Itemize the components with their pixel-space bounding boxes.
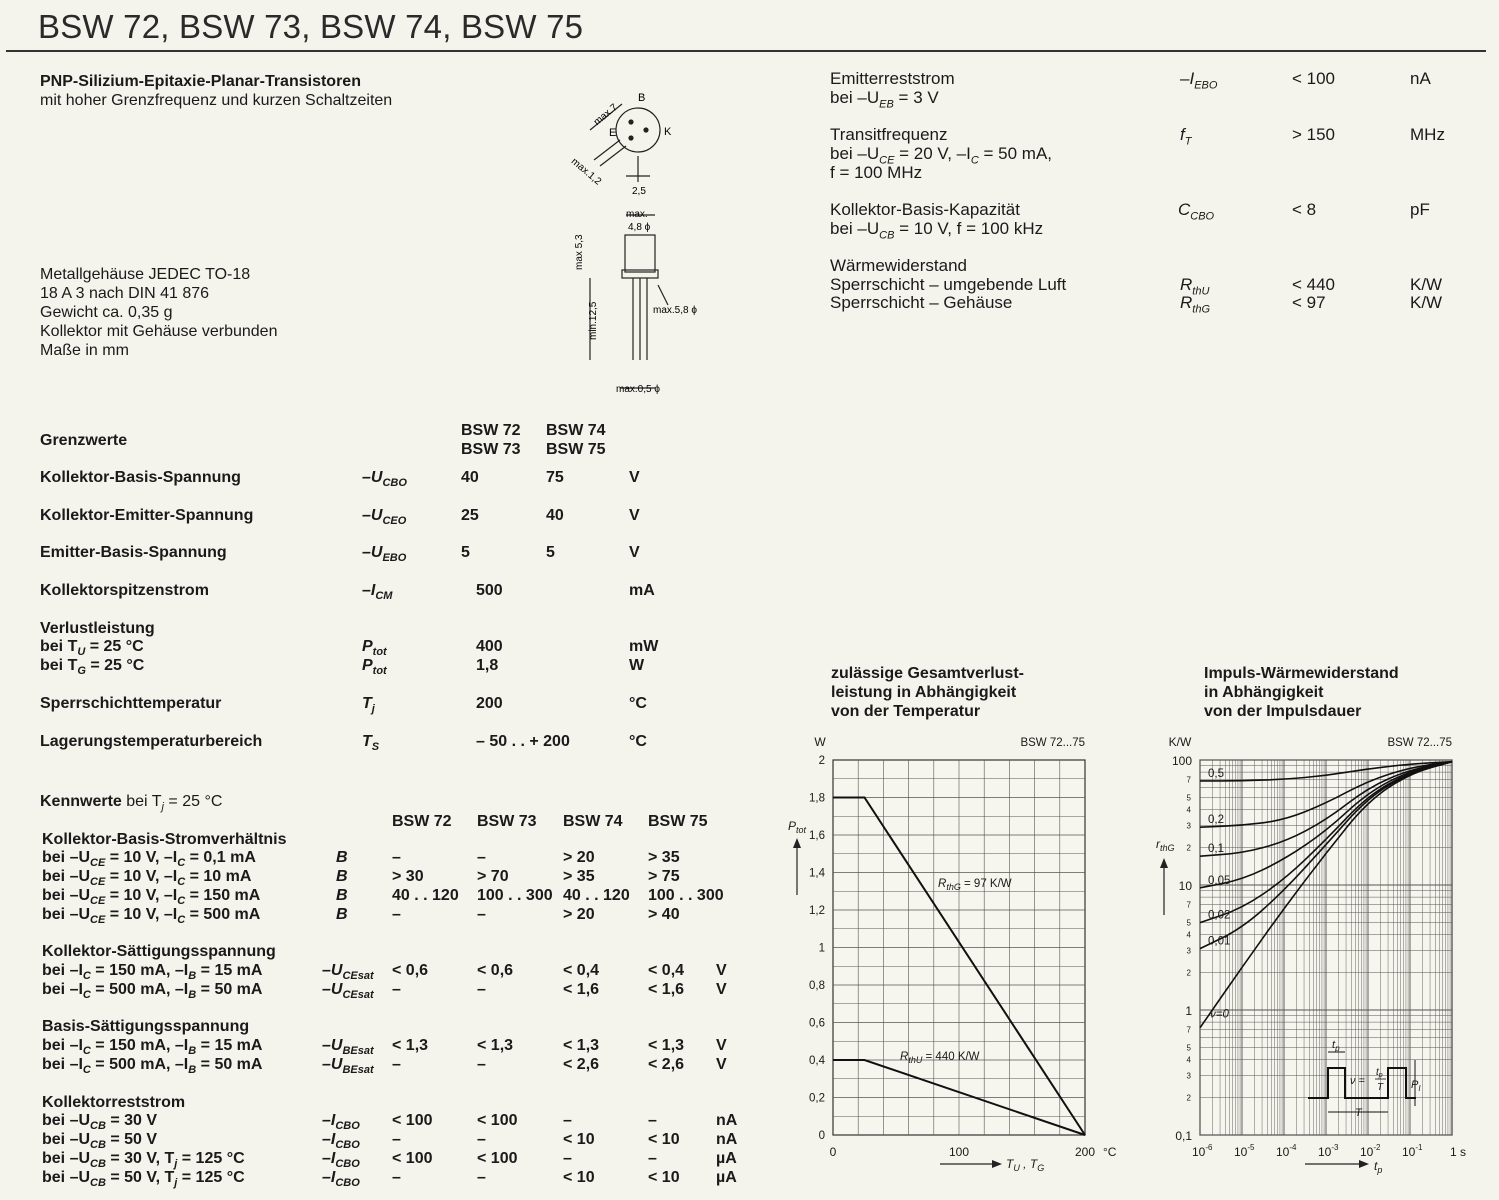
y-unit-label: K/W xyxy=(1168,735,1192,749)
x-tick-label-base: 10 xyxy=(1192,1145,1206,1159)
duty-numerator-sub: p xyxy=(1378,1072,1383,1079)
x-tick-label-base: 10 xyxy=(1318,1145,1332,1159)
row-condition: bei $-U_{CE} = 10$ V, $-I_C = 500$ mA xyxy=(42,906,261,927)
row-symbol: $T_j$ xyxy=(362,695,375,716)
x-tick-label xyxy=(1276,1143,1297,1159)
package-line: Kollektor mit Gehäuse verbunden xyxy=(40,323,278,340)
row-condition: bei $-U_{CE} = 10$ V, $-I_C = 150$ mA xyxy=(42,887,261,908)
row-value: – xyxy=(392,1131,401,1148)
x-tick-label xyxy=(1234,1143,1255,1159)
x-tick-label-exp: -6 xyxy=(1205,1143,1213,1152)
row-condition: bei $-I_C = 500$ mA, $-I_B = 50$ mA xyxy=(42,1056,263,1077)
x-tick-label xyxy=(1360,1143,1381,1159)
row-value: > 35 xyxy=(648,849,680,866)
y-minor-tick-label: 2 xyxy=(1186,968,1191,978)
row-value: < 0,6 xyxy=(392,962,429,979)
row-value: > 35 xyxy=(563,868,595,885)
y-axis-label xyxy=(1156,837,1175,853)
y-tick-label: 0,6 xyxy=(809,1017,825,1030)
chart-title-line: leistung in Abhängigkeit xyxy=(831,684,1017,701)
y-axis-label-main: P xyxy=(788,819,797,833)
column-header: BSW 73 xyxy=(477,813,537,830)
group-heading: Kollektor-Sättigungsspannung xyxy=(42,943,276,960)
param-value: > 150 xyxy=(1292,125,1336,144)
x-tick-label-exp: -1 xyxy=(1415,1143,1423,1152)
duty-formula xyxy=(1350,1075,1366,1087)
row-value: > 20 xyxy=(563,849,595,866)
pi-label-sub: I xyxy=(1418,1084,1421,1093)
column-header: BSW 73 xyxy=(461,441,521,458)
row-value: – xyxy=(477,1169,486,1186)
row-value: < 10 xyxy=(648,1131,680,1148)
y-tick-label: 0 xyxy=(818,1130,825,1142)
y-tick-label: 1 xyxy=(818,942,825,955)
dim-label: min.12,5 xyxy=(588,301,599,340)
chart-title-line: von der Temperatur xyxy=(831,703,981,720)
row-label: Verlustleistung xyxy=(40,620,155,637)
row-value: – xyxy=(477,849,486,866)
row-value: 25 xyxy=(461,507,479,524)
y-minor-tick-label: 3 xyxy=(1186,821,1191,831)
group-heading: Kollektor-Basis-Stromverhältnis xyxy=(42,831,287,848)
row-symbol: $-I_{CBO}$ xyxy=(322,1169,360,1190)
x-tick-label: 100 xyxy=(948,1145,970,1159)
y-unit-label: W xyxy=(814,735,826,749)
row-value: – xyxy=(392,1169,401,1186)
column-header: BSW 72 xyxy=(392,813,452,830)
param-value: < 440 xyxy=(1292,275,1336,294)
row-label: Lagerungstemperaturbereich xyxy=(40,733,263,750)
row-condition: bei $T_U = 25$ °C xyxy=(40,638,144,659)
column-header: BSW 75 xyxy=(648,813,708,830)
y-axis-label-sub: thG xyxy=(1160,843,1175,853)
page-title: BSW 72, BSW 73, BSW 74, BSW 75 xyxy=(38,8,584,45)
row-symbol: $-I_{CBO}$ xyxy=(322,1150,360,1171)
param-value: < 97 xyxy=(1292,293,1326,312)
row-value: – xyxy=(477,1056,486,1073)
series-label: 0,05 xyxy=(1208,874,1231,887)
tp-label-sub: p xyxy=(1335,1044,1340,1053)
row-value: – xyxy=(392,981,401,998)
duty-numerator-main: t xyxy=(1376,1067,1379,1078)
y-minor-tick-label: 4 xyxy=(1186,805,1191,815)
row-value: < 100 xyxy=(392,1112,433,1129)
param-condition: bei $-U_{CB} = 10$ V, f = 100 kHz xyxy=(830,219,1044,242)
x-tick-label-base: 1 s xyxy=(1450,1145,1467,1159)
y-minor-tick-label: 7 xyxy=(1186,775,1191,785)
x-axis-arrowhead xyxy=(1359,1160,1369,1168)
title-rule xyxy=(6,50,1486,52)
row-unit: °C xyxy=(629,733,647,750)
x-axis-label-part: G xyxy=(1037,1163,1045,1173)
x-axis-label xyxy=(1006,1157,1044,1173)
y-tick-label: 1,8 xyxy=(809,792,825,805)
row-value: 5 xyxy=(461,544,470,561)
y-minor-tick-label: 5 xyxy=(1186,918,1191,928)
row-value: – xyxy=(477,1131,486,1148)
row-label: Emitter-Basis-Spannung xyxy=(40,544,227,561)
row-label: Kollektor-Emitter-Spannung xyxy=(40,507,254,524)
row-value: 100 . . 300 xyxy=(477,887,553,904)
y-tick-label: 0,2 xyxy=(809,1092,825,1105)
intro-heading: PNP-Silizium-Epitaxie-Planar-Transistoren xyxy=(40,73,361,90)
column-header: BSW 75 xyxy=(546,441,606,458)
y-minor-tick-label: 4 xyxy=(1186,1055,1191,1065)
power-derating-chart xyxy=(770,730,1130,1180)
section-heading: Grenzwerte xyxy=(40,432,128,449)
row-condition: bei $-U_{CB} = 30$ V xyxy=(42,1112,158,1133)
row-symbol: B xyxy=(336,849,348,866)
row-value: < 0,4 xyxy=(563,962,600,979)
param-symbol: $f_T$ xyxy=(1180,125,1192,148)
y-minor-tick-label: 3 xyxy=(1186,946,1191,956)
case-outline xyxy=(616,108,660,152)
series-label: 0,2 xyxy=(1208,814,1224,827)
row-value: 1,8 xyxy=(476,657,499,674)
row-value: – xyxy=(392,849,401,866)
row-symbol: $-I_{CM}$ xyxy=(362,582,393,603)
chart-title-line: von der Impulsdauer xyxy=(1204,703,1362,720)
package-drawing xyxy=(560,70,700,400)
duty-formula-part: ν = xyxy=(1350,1075,1365,1087)
row-value: > 30 xyxy=(392,868,424,885)
row-label: Kollektor-Basis-Spannung xyxy=(40,469,241,486)
param-value: < 100 xyxy=(1292,69,1336,88)
chart-title-line: in Abhängigkeit xyxy=(1204,684,1324,701)
row-unit: V xyxy=(716,981,727,998)
row-value: < 10 xyxy=(648,1169,680,1186)
series-label: 0,1 xyxy=(1208,843,1224,856)
row-value: 40 . . 120 xyxy=(563,887,630,904)
x-tick-label-base: 10 xyxy=(1234,1145,1248,1159)
param-condition: Sperrschicht – umgebende Luft xyxy=(830,275,1067,294)
row-value: 75 xyxy=(546,469,564,486)
row-value: < 0,6 xyxy=(477,962,514,979)
y-minor-tick-label: 2 xyxy=(1186,843,1191,853)
row-condition: bei $-U_{CB} = 30$ V, $T_j = 125$ °C xyxy=(42,1150,245,1171)
pin-b-label: B xyxy=(638,92,646,104)
row-symbol: $P_{tot}$ xyxy=(362,638,387,659)
pulse-thermal-resistance-chart xyxy=(1140,730,1495,1180)
series-label-part: R xyxy=(900,1051,909,1063)
row-value: – xyxy=(477,906,486,923)
y-axis-label-sub: tot xyxy=(796,825,807,835)
row-value: 400 xyxy=(476,638,503,655)
dim-label: 2,5 xyxy=(632,186,646,197)
y-tick-label: 10 xyxy=(1178,879,1192,893)
y-axis-label-main: r xyxy=(1156,837,1160,851)
package-line: Maße in mm xyxy=(40,342,129,359)
series-label: 0,5 xyxy=(1208,767,1224,780)
row-symbol: $-U_{CEsat}$ xyxy=(322,962,374,983)
column-header: BSW 72 xyxy=(461,422,521,439)
y-tick-label: 0,8 xyxy=(809,980,825,992)
y-axis-arrowhead xyxy=(1160,858,1168,868)
row-unit: µA xyxy=(716,1169,737,1186)
row-value: – xyxy=(392,906,401,923)
chart-title-line: zulässige Gesamtverlust- xyxy=(831,665,1024,682)
y-minor-tick-label: 3 xyxy=(1186,1071,1191,1081)
row-value: < 2,6 xyxy=(563,1056,600,1073)
row-value: > 70 xyxy=(477,868,509,885)
x-axis-arrowhead xyxy=(992,1160,1002,1168)
row-value: – xyxy=(648,1112,657,1129)
section-heading: Kennwerte bei $T_j = 25$ °C xyxy=(40,793,223,814)
row-value: < 2,6 xyxy=(648,1056,685,1073)
row-condition: bei $-I_C = 150$ mA, $-I_B = 15$ mA xyxy=(42,1037,263,1058)
y-tick-label: 1,6 xyxy=(809,830,825,842)
row-condition: bei $-U_{CB} = 50$ V, $T_j = 125$ °C xyxy=(42,1169,245,1190)
row-value: < 10 xyxy=(563,1131,595,1148)
x-tick-label xyxy=(1402,1143,1423,1159)
y-minor-tick-label: 2 xyxy=(1186,1093,1191,1103)
series-label-part: = 97 K/W xyxy=(960,878,1012,890)
x-tick-label xyxy=(1450,1145,1466,1159)
y-minor-tick-label: 5 xyxy=(1186,1043,1191,1053)
tp-label-main: t xyxy=(1332,1039,1336,1051)
y-axis-label xyxy=(788,819,807,835)
x-axis-label-part: U xyxy=(1013,1163,1020,1173)
x-tick-label-base: 10 xyxy=(1276,1145,1290,1159)
dim-label: 4,8 ϕ xyxy=(628,222,651,233)
param-condition: bei $-U_{EB} = 3$ V xyxy=(830,88,939,111)
x-tick-label: 0 xyxy=(829,1145,837,1159)
row-unit: V xyxy=(629,544,640,561)
y-tick-label: 0,1 xyxy=(1175,1129,1192,1143)
row-value: 500 xyxy=(476,582,503,599)
y-tick-label: 1 xyxy=(1185,1004,1192,1018)
series-label: ν=0 xyxy=(1210,1008,1229,1021)
row-symbol: $-U_{CEsat}$ xyxy=(322,981,374,1002)
y-tick-label: 0,4 xyxy=(809,1055,825,1067)
x-axis-label-sub: p xyxy=(1377,1165,1383,1175)
row-value: < 100 xyxy=(392,1150,433,1167)
row-value: < 100 xyxy=(477,1112,518,1129)
x-axis-label xyxy=(1374,1159,1382,1175)
y-minor-tick-label: 5 xyxy=(1186,793,1191,803)
row-symbol: B xyxy=(336,906,348,923)
x-axis-label-part: T xyxy=(1006,1157,1014,1171)
pin-k-label: K xyxy=(664,126,672,138)
row-value: – xyxy=(648,1150,657,1167)
row-label: Kollektorspitzenstrom xyxy=(40,582,209,599)
row-value: 5 xyxy=(546,544,555,561)
x-tick-label-exp: -5 xyxy=(1247,1143,1255,1152)
column-header: BSW 74 xyxy=(563,813,623,830)
row-value: – xyxy=(563,1112,572,1129)
group-heading: Basis-Sättigungsspannung xyxy=(42,1018,250,1035)
row-unit: V xyxy=(716,1037,727,1054)
dim-label: max. xyxy=(626,209,648,220)
y-tick-label: 1,2 xyxy=(809,905,825,917)
duty-denominator: T xyxy=(1377,1082,1384,1093)
row-unit: °C xyxy=(629,695,647,712)
row-value: 100 . . 300 xyxy=(648,887,724,904)
param-symbol: $R_{thU}$ xyxy=(1180,275,1210,298)
x-tick-label xyxy=(1192,1143,1213,1159)
param-symbol: $-I_{EBO}$ xyxy=(1180,69,1218,92)
row-value: 40 xyxy=(546,507,564,524)
x-tick-label-exp: -3 xyxy=(1331,1143,1339,1152)
row-symbol: $-U_{BEsat}$ xyxy=(322,1037,374,1058)
package-line: Metallgehäuse JEDEC TO-18 xyxy=(40,266,251,283)
param-value: < 8 xyxy=(1292,200,1317,219)
row-condition: bei $-U_{CB} = 50$ V xyxy=(42,1131,158,1152)
row-value: – xyxy=(392,1056,401,1073)
package-line: 18 A 3 nach DIN 41 876 xyxy=(40,285,210,302)
pi-label-main: P xyxy=(1411,1079,1419,1091)
x-tick-label-base: 10 xyxy=(1402,1145,1416,1159)
row-unit: nA xyxy=(716,1131,738,1148)
y-tick-label: 2 xyxy=(818,755,825,767)
x-unit-label: °C xyxy=(1103,1145,1117,1159)
row-symbol: B xyxy=(336,887,348,904)
row-value: < 1,3 xyxy=(392,1037,429,1054)
param-condition: Sperrschicht – Gehäuse xyxy=(830,293,1013,312)
row-value: – xyxy=(563,1150,572,1167)
row-value: 40 xyxy=(461,469,479,486)
y-minor-tick-label: 7 xyxy=(1186,1025,1191,1035)
row-condition: bei $T_G = 25$ °C xyxy=(40,657,145,678)
row-unit: V xyxy=(716,962,727,979)
row-value: > 75 xyxy=(648,868,680,885)
row-unit: V xyxy=(716,1056,727,1073)
row-value: < 10 xyxy=(563,1169,595,1186)
series-label-part: thU xyxy=(908,1055,923,1065)
row-unit: nA xyxy=(716,1112,738,1129)
param-unit: MHz xyxy=(1410,125,1445,144)
row-symbol: B xyxy=(336,868,348,885)
row-value: 40 . . 120 xyxy=(392,887,459,904)
device-label: BSW 72...75 xyxy=(1020,737,1085,749)
row-symbol: $-U_{BEsat}$ xyxy=(322,1056,374,1077)
x-axis-label-part: , T xyxy=(1019,1157,1038,1171)
row-value: < 1,3 xyxy=(477,1037,514,1054)
param-name: Kollektor-Basis-Kapazität xyxy=(830,200,1020,219)
series-label-part: thG xyxy=(946,882,961,892)
row-condition: bei $-I_C = 500$ mA, $-I_B = 50$ mA xyxy=(42,981,263,1002)
y-minor-tick-label: 4 xyxy=(1186,930,1191,940)
row-value: < 1,3 xyxy=(563,1037,600,1054)
param-unit: K/W xyxy=(1410,275,1443,294)
package-line: Gewicht ca. 0,35 g xyxy=(40,304,173,321)
x-tick-label-exp: -4 xyxy=(1289,1143,1297,1152)
row-value: < 100 xyxy=(477,1150,518,1167)
intro-subheading: mit hoher Grenzfrequenz und kurzen Schaltzeiten xyxy=(40,92,393,109)
row-unit: mA xyxy=(629,582,655,599)
dim-label: max.7 xyxy=(591,102,620,128)
param-name: Wärmewiderstand xyxy=(830,256,967,275)
row-value: < 0,4 xyxy=(648,962,685,979)
row-value: < 1,6 xyxy=(563,981,600,998)
row-symbol: $-I_{CBO}$ xyxy=(322,1112,360,1133)
y-tick-label: 100 xyxy=(1171,754,1192,768)
row-value: 200 xyxy=(476,695,503,712)
row-unit: V xyxy=(629,507,640,524)
dim-label: max.0,5 ϕ xyxy=(616,384,660,395)
param-symbol: $R_{thG}$ xyxy=(1180,293,1211,316)
dim-label: max.1,2 xyxy=(568,156,604,188)
row-symbol: $-U_{EBO}$ xyxy=(362,544,407,565)
row-condition: bei $-U_{CE} = 10$ V, $-I_C = 0,1$ mA xyxy=(42,849,256,870)
param-condition: bei $-U_{CE} = 20$ V, $-I_C = 50$ mA, xyxy=(830,144,1053,167)
y-minor-tick-label: 7 xyxy=(1186,900,1191,910)
x-tick-label-exp: -2 xyxy=(1373,1143,1381,1152)
row-condition: bei $-U_{CE} = 10$ V, $-I_C = 10$ mA xyxy=(42,868,252,889)
row-unit: V xyxy=(629,469,640,486)
x-tick-label: 200 xyxy=(1074,1145,1096,1159)
pin-e-label: E xyxy=(609,127,617,139)
row-symbol: $-U_{CEO}$ xyxy=(362,507,407,528)
row-label: Sperrschichttemperatur xyxy=(40,695,222,712)
y-axis-arrowhead xyxy=(793,838,801,848)
param-symbol: $C_{CBO}$ xyxy=(1178,200,1215,223)
series-label: 0,02 xyxy=(1208,909,1231,922)
row-value: – xyxy=(477,981,486,998)
row-value: > 20 xyxy=(563,906,595,923)
column-header: BSW 74 xyxy=(546,422,606,439)
group-heading: Kollektorreststrom xyxy=(42,1094,186,1111)
period-label: T xyxy=(1355,1107,1362,1119)
row-symbol: $-U_{CBO}$ xyxy=(362,469,407,490)
param-name: Transitfrequenz xyxy=(830,125,948,144)
row-symbol: $-I_{CBO}$ xyxy=(322,1131,360,1152)
param-name: Emitterreststrom xyxy=(830,69,955,88)
x-tick-label xyxy=(1318,1143,1339,1159)
row-unit: µA xyxy=(716,1150,737,1167)
row-symbol: $P_{tot}$ xyxy=(362,657,387,678)
row-value: > 40 xyxy=(648,906,680,923)
device-label: BSW 72...75 xyxy=(1387,737,1452,749)
param-condition: f = 100 MHz xyxy=(830,163,923,182)
x-axis-label-main: t xyxy=(1374,1159,1378,1173)
series-label: 0,01 xyxy=(1208,935,1231,948)
series-label-part: = 440 K/W xyxy=(922,1051,980,1063)
chart-title-line: Impuls-Wärmewiderstand xyxy=(1204,665,1399,682)
dim-label: max.5,8 ϕ xyxy=(653,305,697,316)
row-condition: bei $-I_C = 150$ mA, $-I_B = 15$ mA xyxy=(42,962,263,983)
row-symbol: $T_S$ xyxy=(362,733,380,754)
y-tick-label: 1,4 xyxy=(809,867,825,880)
dim-label: max 5,3 xyxy=(574,234,585,270)
series-label-part: R xyxy=(938,878,947,890)
param-unit: pF xyxy=(1410,200,1430,219)
row-value: < 1,6 xyxy=(648,981,685,998)
row-unit: mW xyxy=(629,638,659,655)
x-tick-label-base: 10 xyxy=(1360,1145,1374,1159)
param-unit: K/W xyxy=(1410,293,1443,312)
row-value: < 1,3 xyxy=(648,1037,685,1054)
row-value: – 50 . . + 200 xyxy=(476,733,570,750)
row-unit: W xyxy=(629,657,645,674)
param-unit: nA xyxy=(1410,69,1431,88)
